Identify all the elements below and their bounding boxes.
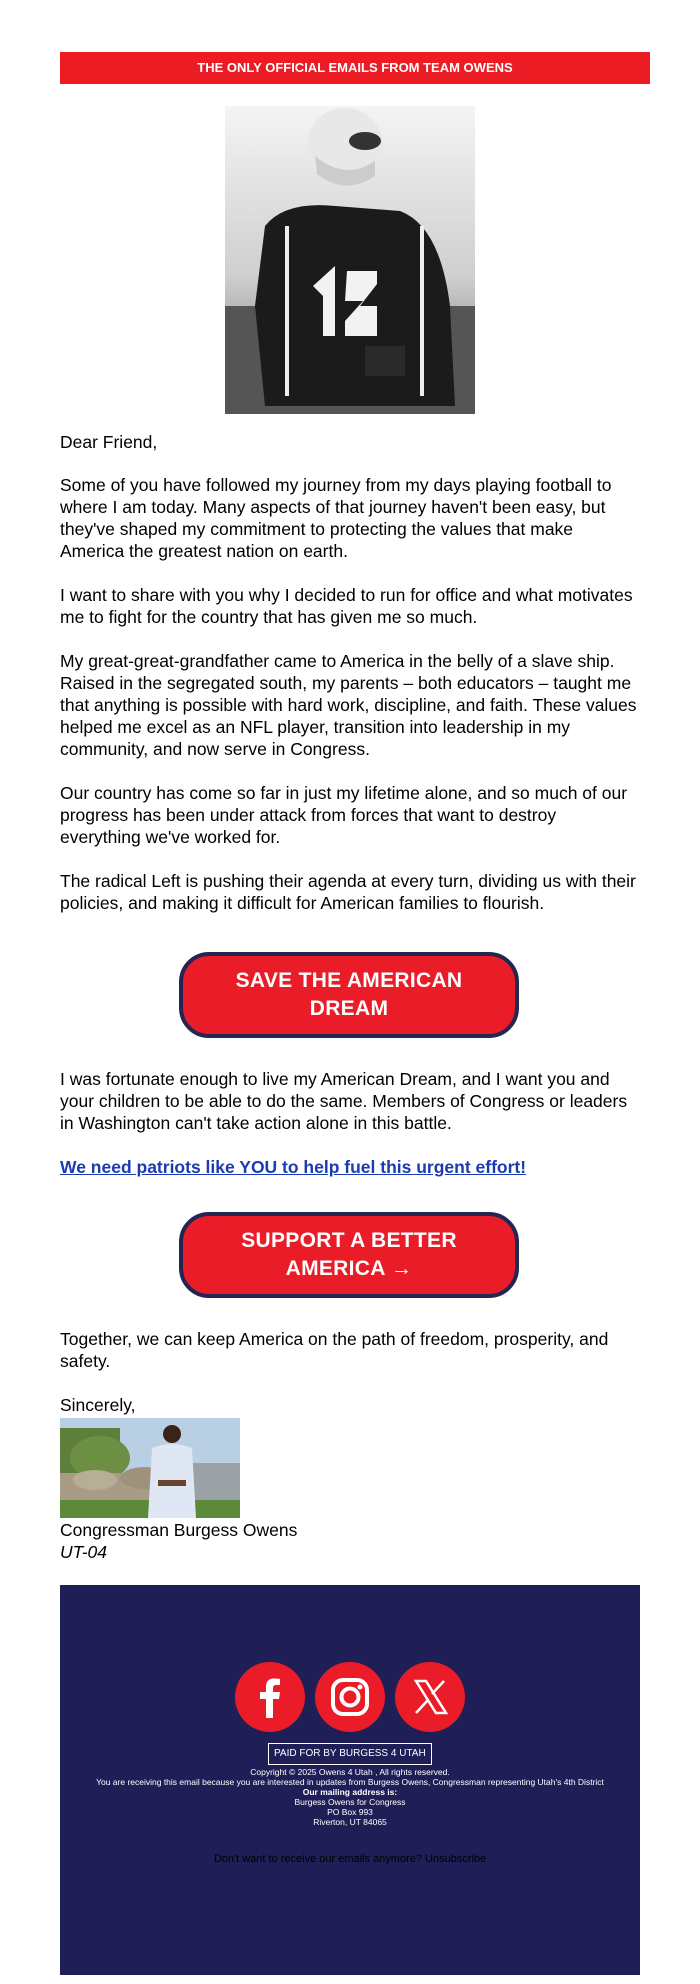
unsubscribe-prompt: Don't want to receive our emails anymore?: [213, 1853, 422, 1865]
signature-name: Congressman Burgess Owens: [60, 1520, 298, 1540]
facebook-link[interactable]: [235, 1662, 305, 1732]
body-paragraph: My great-great-grandfather came to America in the belly of a slave ship. Raised in the segregated south, my parents – both educators – taught me that anything is possible with hard work, discipline, and faith. These values helped me excel as an NFL player, transition into leadership in my community, and now serve in Congress.: [60, 651, 637, 759]
instagram-icon: [315, 1662, 385, 1732]
greeting: Dear Friend,: [60, 432, 158, 452]
address-line: Burgess Owens for Congress: [294, 1797, 406, 1807]
body-paragraph: The radical Left is pushing their agenda at every turn, dividing us with their policies, and making it difficult for American families to flourish.: [60, 871, 636, 913]
unsubscribe-line: [60, 1852, 640, 1866]
save-american-dream-button[interactable]: [179, 952, 519, 1038]
footer: [60, 1585, 640, 1975]
address-line: PO Box 993: [327, 1807, 373, 1817]
signature-district: UT-04: [60, 1542, 108, 1562]
instagram-link[interactable]: [315, 1662, 385, 1732]
copyright-text: Copyright © 2025 Owens 4 Utah , All rights reserved.: [250, 1767, 450, 1777]
x-link[interactable]: [395, 1662, 465, 1732]
body-paragraph: I want to share with you why I decided to run for office and what motivates me to fight for the country that has given me so much.: [60, 585, 633, 627]
congressman-photo: [60, 1418, 240, 1518]
signoff: Sincerely,: [60, 1395, 136, 1415]
facebook-icon: [235, 1662, 305, 1732]
hero-football-photo: [225, 106, 475, 414]
official-emails-banner: THE ONLY OFFICIAL EMAILS FROM TEAM OWENS: [60, 52, 650, 84]
closing-paragraph: Together, we can keep America on the path of freedom, prosperity, and safety.: [60, 1329, 609, 1371]
paid-for-disclaimer: PAID FOR BY BURGESS 4 UTAH: [268, 1743, 432, 1765]
patriots-link[interactable]: We need patriots like YOU to help fuel this urgent effort!: [60, 1157, 527, 1177]
body-paragraph: Some of you have followed my journey from my days playing football to where I am today. Many aspects of that journey haven't been easy, but they've shaped my commitment to protecting the values that make America the greatest nation on earth.: [60, 475, 612, 561]
support-better-america-button[interactable]: [179, 1212, 519, 1298]
signature-photo: [60, 1418, 240, 1518]
address-line: Riverton, UT 84065: [313, 1817, 387, 1827]
x-icon: [395, 1662, 465, 1732]
body-paragraph: I was fortunate enough to live my American Dream, and I want you and your children to be able to do the same. Members of Congress or leaders in Washington can't take action alone in this battle.: [60, 1069, 628, 1133]
football-player-image: [225, 106, 475, 414]
mailing-address-label: Our mailing address is:: [302, 1787, 398, 1797]
unsubscribe-link[interactable]: Unsubscribe: [425, 1853, 487, 1865]
cta-label: SUPPORT A BETTER AMERICA →: [241, 1229, 457, 1280]
cta-label: SAVE THE AMERICAN DREAM: [235, 969, 463, 1020]
body-paragraph: Our country has come so far in just my lifetime alone, and so much of our progress has been under attack from forces that want to destroy everything we've worked for.: [60, 783, 628, 847]
subscription-reason: You are receiving this email because you are interested in updates from Burgess Owens, Congressman representing Utah's 4th District: [96, 1777, 604, 1787]
